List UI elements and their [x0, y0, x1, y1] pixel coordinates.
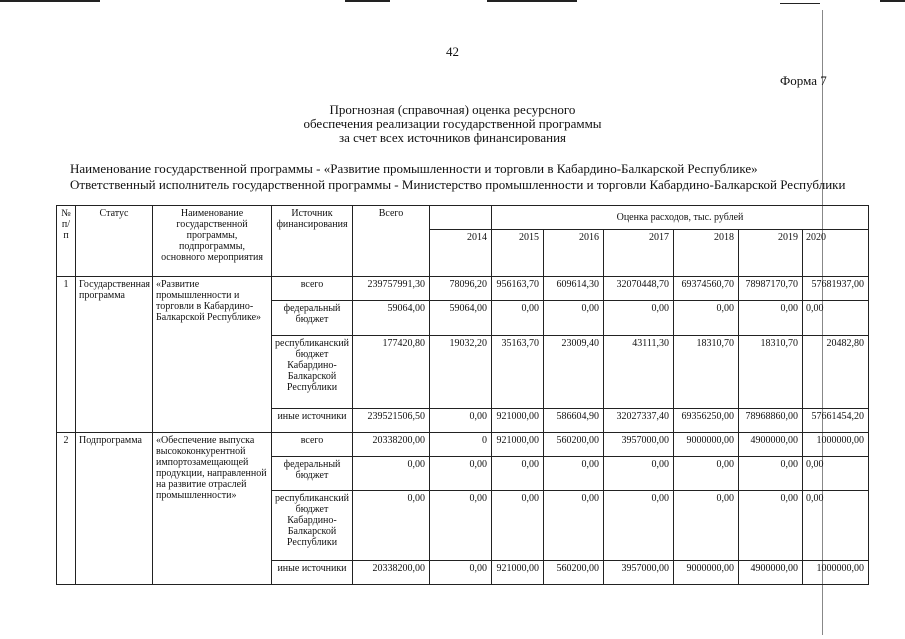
row-value: 0,00	[492, 301, 544, 336]
row-value: 0,00	[544, 457, 604, 491]
row-value: 19032,20	[430, 336, 492, 409]
title-line-3: за счет всех источников финансирования	[338, 130, 567, 145]
row-value: 560200,00	[544, 561, 604, 585]
header-blank	[430, 206, 492, 230]
table-row	[57, 277, 869, 301]
row-value: 20482,80	[803, 336, 869, 409]
row-value: 0,00	[604, 491, 674, 561]
row-value: 0,00	[492, 491, 544, 561]
row-total: 0,00	[353, 457, 430, 491]
row-total: 239521506,50	[353, 409, 430, 433]
financing-table	[56, 205, 869, 585]
row-total: 0,00	[353, 491, 430, 561]
row-value: 4900000,00	[739, 433, 803, 457]
program-name-line: Наименование государственной программы - «Развитие промышленности и торговли в Кабардино-Балкарской Республике»	[70, 161, 758, 176]
row-value: 78096,20	[430, 277, 492, 301]
row-value: 0,00	[803, 301, 869, 336]
row-source: всего	[272, 433, 353, 457]
row-value: 32027337,40	[604, 409, 674, 433]
row-value: 0,00	[604, 457, 674, 491]
row-value: 3957000,00	[604, 561, 674, 585]
header-year: 2017	[604, 230, 674, 277]
row-value: 0,00	[674, 457, 739, 491]
row-status: Государственная программа	[76, 277, 153, 433]
row-value: 35163,70	[492, 336, 544, 409]
row-value: 3957000,00	[604, 433, 674, 457]
row-value: 0,00	[803, 491, 869, 561]
row-total: 239757991,30	[353, 277, 430, 301]
row-source: иные источники	[272, 561, 353, 585]
scan-mark-1	[0, 0, 100, 2]
title-line-1: Прогнозная (справочная) оценка ресурсного	[329, 102, 576, 117]
row-source: федеральный бюджет	[272, 457, 353, 491]
table-row	[57, 433, 869, 457]
row-value: 0,00	[803, 457, 869, 491]
row-source: республиканский бюджет Кабардино-Балкарской Республики	[272, 336, 353, 409]
row-value: 0,00	[430, 491, 492, 561]
row-value: 0,00	[674, 301, 739, 336]
row-total: 59064,00	[353, 301, 430, 336]
page-number: 42	[446, 44, 459, 59]
header-total: Всего	[353, 206, 430, 277]
row-value: 0,00	[544, 491, 604, 561]
row-value: 0,00	[492, 457, 544, 491]
row-value: 69356250,00	[674, 409, 739, 433]
row-value: 1000000,00	[803, 561, 869, 585]
row-value: 32070448,70	[604, 277, 674, 301]
row-total: 20338200,00	[353, 433, 430, 457]
row-value: 57661454,20	[803, 409, 869, 433]
scan-mark-5	[880, 0, 905, 2]
row-value: 59064,00	[430, 301, 492, 336]
header-row-1	[57, 206, 869, 230]
header-name: Наименование государственной программы, подпрограммы, основного мероприятия	[153, 206, 272, 277]
row-total: 177420,80	[353, 336, 430, 409]
row-value: 18310,70	[674, 336, 739, 409]
row-name: «Обеспечение выпуска высококонкурентной импортозамещающей продукции, направленной на развитие отраслей промышленности»	[153, 433, 272, 585]
row-value: 921000,00	[492, 433, 544, 457]
row-num: 1	[57, 277, 76, 433]
row-value: 921000,00	[492, 561, 544, 585]
program-executor-line: Ответственный исполнитель государственной программы - Министерство промышленности и торговли Кабардино-Балкарской Республики	[70, 177, 846, 192]
document-title	[0, 103, 905, 145]
row-value: 0,00	[674, 491, 739, 561]
header-num: № п/п	[57, 206, 76, 277]
program-info	[70, 161, 845, 193]
row-value: 23009,40	[544, 336, 604, 409]
row-value: 921000,00	[492, 409, 544, 433]
row-value: 0,00	[739, 301, 803, 336]
row-value: 560200,00	[544, 433, 604, 457]
scan-mark-4	[780, 3, 820, 4]
row-value: 9000000,00	[674, 433, 739, 457]
row-value: 57681937,00	[803, 277, 869, 301]
header-year: 2019	[739, 230, 803, 277]
row-name: «Развитие промышленности и торговли в Кабардино-Балкарской Республике»	[153, 277, 272, 433]
row-source: всего	[272, 277, 353, 301]
row-total: 20338200,00	[353, 561, 430, 585]
row-value: 0,00	[604, 301, 674, 336]
row-source: федеральный бюджет	[272, 301, 353, 336]
header-year: 2016	[544, 230, 604, 277]
row-value: 1000000,00	[803, 433, 869, 457]
header-estimate: Оценка расходов, тыс. рублей	[492, 206, 869, 230]
title-line-2: обеспечения реализации государственной программы	[303, 116, 602, 131]
scan-mark-2	[345, 0, 390, 2]
row-value: 78987170,70	[739, 277, 803, 301]
row-value: 78968860,00	[739, 409, 803, 433]
row-value: 0,00	[544, 301, 604, 336]
row-value: 956163,70	[492, 277, 544, 301]
form-label: Форма 7	[780, 73, 827, 88]
header-status: Статус	[76, 206, 153, 277]
row-source: республиканский бюджет Кабардино-Балкарской Республики	[272, 491, 353, 561]
row-value: 0,00	[430, 561, 492, 585]
row-value: 0,00	[430, 409, 492, 433]
row-value: 4900000,00	[739, 561, 803, 585]
header-year: 2020	[803, 230, 869, 277]
row-value: 43111,30	[604, 336, 674, 409]
row-value: 586604,90	[544, 409, 604, 433]
row-value: 0	[430, 433, 492, 457]
header-year: 2014	[430, 230, 492, 277]
header-year: 2018	[674, 230, 739, 277]
row-value: 0,00	[430, 457, 492, 491]
scan-mark-3	[487, 0, 577, 2]
row-value: 18310,70	[739, 336, 803, 409]
row-value: 69374560,70	[674, 277, 739, 301]
header-source: Источник финансирования	[272, 206, 353, 277]
row-value: 0,00	[739, 491, 803, 561]
row-value: 9000000,00	[674, 561, 739, 585]
header-year: 2015	[492, 230, 544, 277]
row-value: 0,00	[739, 457, 803, 491]
row-num: 2	[57, 433, 76, 585]
row-source: иные источники	[272, 409, 353, 433]
row-status: Подпрограмма	[76, 433, 153, 585]
row-value: 609614,30	[544, 277, 604, 301]
